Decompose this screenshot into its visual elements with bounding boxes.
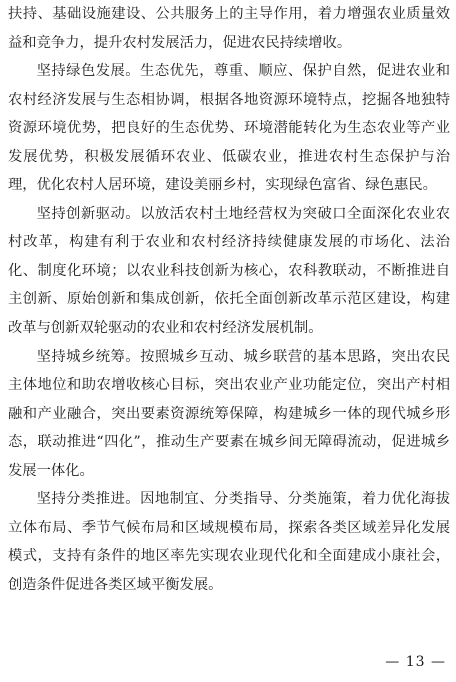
document-page	[8, 0, 450, 682]
paragraph-green-development: 坚持绿色发展。生态优先，尊重、顺应、保护自然，促进农业和农村经济发展与生态相协调，根据各地资源环境特点，挖掘各地独特资源环境优势，把良好的生态优势、环境潜能转化为生态农业等产业发展优势，积极发展循环农业、低碳农业，推进农村生态保护与治理，优化农村人居环境，建设美丽乡村，实现绿色富省、绿色惠民。	[8, 63, 450, 194]
paragraph-urban-rural-coordination: 坚持城乡统筹。按照城乡互动、城乡联营的基本思路，突出农民主体地位和助农增收核心目标，突出农业产业功能定位，突出产村相融和产业融合，突出要素资源统筹保障，构建城乡一体的现代城乡形态，联动推进“四化”，推动生产要素在城乡间无障碍流动，促进城乡发展一体化。	[8, 348, 450, 479]
page-number: — 13 —	[385, 654, 446, 670]
paragraph-continuation: 扶持、基础设施建设、公共服务上的主导作用，着力增强农业质量效益和竞争力，提升农村发展活力，促进农民持续增收。	[8, 6, 450, 51]
paragraph-classified-promotion: 坚持分类推进。因地制宜、分类指导、分类施策，着力优化海拔立体布局、季节气候布局和区域规模布局，探索各类区域差异化发展模式，支持有条件的地区率先实现农业现代化和全面建成小康社会，创造条件促进各类区域平衡发展。	[8, 491, 450, 593]
paragraph-innovation-driven: 坚持创新驱动。以放活农村土地经营权为突破口全面深化农业农村改革，构建有利于农业和农村经济持续健康发展的市场化、法治化、制度化环境；以农业科技创新为核心，农科教联动，不断推进自主创新、原始创新和集成创新，依托全面创新改革示范区建设，构建改革与创新双轮驱动的农业和农村经济发展机制。	[8, 205, 450, 337]
